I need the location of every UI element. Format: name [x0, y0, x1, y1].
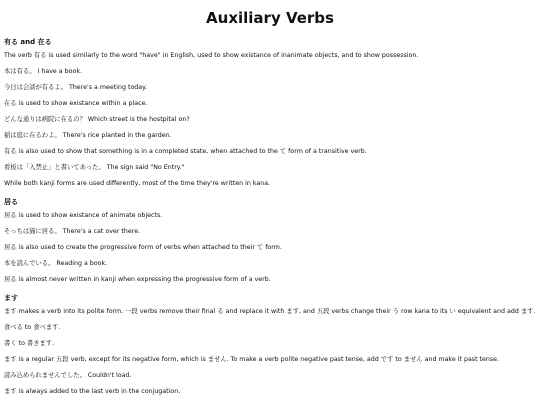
- example-sentence: 食べる to 食べます.: [4, 324, 61, 331]
- example-sentence: 稲は庭に在るわよ。 There's rice planted in the garden.: [4, 132, 172, 139]
- paragraph: 居る is used to show existance of animate objects.: [4, 212, 163, 219]
- section-masu: [4, 293, 536, 396]
- paragraph: While both kanji forms are used differently, most of the time they're written in kana.: [4, 180, 271, 187]
- example-sentence: どんな通りは病院に在るの？ Which street is the hostpital on?: [4, 116, 190, 123]
- example-sentence: 本は有る。 I have a book.: [4, 68, 83, 75]
- paragraph: ます is a regular 五段 verb, except for its negative form, which is ません. To make a verb polite negative past tense, add です to ません and make it past tense.: [4, 356, 500, 363]
- example-sentence: 今日は会談が有るよ。 There's a meeting today.: [4, 84, 147, 91]
- example-sentence: 看板は「入禁止」と書いてあった。 The sign said "No Entry.": [4, 164, 185, 171]
- page-title: Auxiliary Verbs: [206, 9, 334, 27]
- example-sentence: 書く to 書きます.: [4, 340, 55, 347]
- section-heading: 居る: [4, 198, 18, 206]
- paragraph: 在る is used to show existance within a place.: [4, 100, 148, 107]
- paragraph: 有る is also used to show that something is in a completed state, when attached to the て form of a transitive verb.: [4, 148, 367, 155]
- section-heading: ます: [4, 294, 18, 302]
- paragraph: ます makes a verb into its polite form. 一段 verbs remove their final る and replace it with ます, and 五段 verbs change their う row kana to its い equivalent and add ます.: [4, 308, 536, 315]
- example-sentence: そっちは猫に居る。 There's a cat over there.: [4, 228, 141, 235]
- paragraph: 居る is almost never written in kanji when expressing the progressive form of a verb.: [4, 276, 271, 283]
- paragraph: 居る is also used to create the progressive form of verbs when attached to their て form.: [4, 244, 282, 251]
- section-iru: [4, 197, 536, 284]
- paragraph: The verb 有る is used similarly to the word "have" in English, used to show existance of inanimate objects, and to show possession.: [4, 52, 419, 59]
- section-heading: 有る and 在る: [4, 38, 52, 46]
- example-sentence: 読み込められませんでした。 Couldn't load.: [4, 372, 132, 379]
- section-aru: [4, 37, 536, 188]
- paragraph: ます is always added to the last verb in the conjugation.: [4, 388, 181, 395]
- example-sentence: 本を読んでいる。 Reading a book.: [4, 260, 108, 267]
